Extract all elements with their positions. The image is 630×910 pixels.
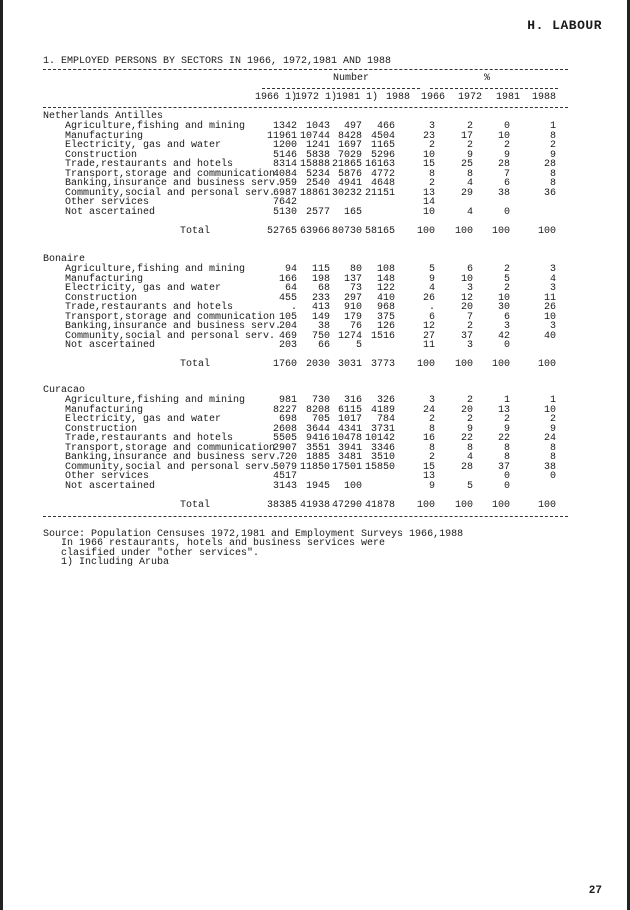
table-cell: 15 <box>422 461 435 473</box>
table-cell: 1885 <box>305 452 330 463</box>
table-cell: 466 <box>376 121 395 132</box>
row-label: Electricity, gas and water <box>65 140 222 151</box>
table-cell: 198 <box>311 273 330 285</box>
total-cell: 100 <box>537 359 556 370</box>
table-cell: 15850 <box>364 461 395 473</box>
table-cell: 5505 <box>272 433 297 444</box>
table-cell: 7 <box>503 168 510 180</box>
table-cell: 6 <box>466 264 473 275</box>
table-cell: 5296 <box>370 149 395 161</box>
total-cell: 47290 <box>331 499 362 511</box>
table-cell: 7642 <box>272 197 297 208</box>
table-cell: 3 <box>549 321 556 332</box>
total-cell: 52765 <box>266 225 297 237</box>
table-cell: 6115 <box>337 404 362 416</box>
table-cell: 5 <box>503 273 510 285</box>
table-cell: 4 <box>466 178 473 189</box>
table-cell: 73 <box>349 283 362 294</box>
table-cell: 6 <box>503 311 510 323</box>
row-label: Electricity, gas and water <box>65 414 222 425</box>
row-label: Trade,restaurants and hotels <box>65 302 234 313</box>
percent-group-header: % <box>484 73 491 84</box>
table-cell: 8 <box>549 452 556 463</box>
table-cell: 8 <box>466 442 473 454</box>
table-cell: 204 <box>278 321 297 332</box>
row-label: Banking,insurance and business serv. <box>65 452 282 463</box>
table-cell: 3644 <box>305 423 330 435</box>
table-cell: 8 <box>503 442 510 454</box>
table-cell: 2 <box>549 414 556 425</box>
total-cell: 100 <box>491 359 510 370</box>
table-cell: 166 <box>278 273 297 285</box>
table-cell: 2 <box>466 140 473 151</box>
table-cell: 10 <box>422 206 435 218</box>
table-cell: 105 <box>278 311 297 323</box>
note-line: In 1966 restaurants, hotels and business services were <box>43 538 386 550</box>
row-label: Banking,insurance and business serv. <box>65 321 282 332</box>
table-cell: 4 <box>466 452 473 463</box>
total-cell: 3031 <box>337 359 362 370</box>
table-cell: 18861 <box>299 187 330 199</box>
table-cell: 20 <box>460 404 473 416</box>
table-cell: 1516 <box>370 330 395 342</box>
column-header: 1988 <box>531 92 556 103</box>
table-cell: 375 <box>376 311 395 323</box>
table-cell: 15 <box>422 159 435 170</box>
table-title: 1. EMPLOYED PERSONS BY SECTORS IN 1966, 1972,1981 AND 1988 <box>43 56 392 67</box>
table-cell: 10744 <box>299 130 330 142</box>
table-cell: 14 <box>422 197 435 208</box>
table-cell: 3 <box>503 321 510 332</box>
total-label: Total <box>180 225 211 237</box>
table-cell: 100 <box>343 480 362 492</box>
table-cell: 233 <box>311 292 330 304</box>
table-cell: 9 <box>549 149 556 161</box>
table-cell: 80 <box>349 264 362 275</box>
table-cell: 8 <box>428 168 435 180</box>
column-header: 1972 <box>457 92 482 103</box>
table-cell: 8 <box>503 452 510 463</box>
table-cell: 2 <box>428 414 435 425</box>
table-cell: 68 <box>317 283 330 294</box>
divider <box>43 107 568 108</box>
table-cell: 3 <box>549 264 556 275</box>
table-cell: 3 <box>428 121 435 132</box>
table-cell: 959 <box>278 178 297 189</box>
table-cell: 3 <box>466 340 473 351</box>
row-label: Other services <box>65 471 150 482</box>
note-line: clasified under "other services". <box>43 547 260 559</box>
table-cell: . <box>290 302 297 313</box>
row-label: Community,social and personal serv. <box>65 187 276 199</box>
total-cell: 100 <box>537 499 556 511</box>
table-cell: 8 <box>549 442 556 454</box>
table-cell: 9 <box>466 423 473 435</box>
table-cell: 2577 <box>305 206 330 218</box>
total-cell: 3773 <box>370 359 395 370</box>
row-label: Agriculture,fishing and mining <box>65 264 246 275</box>
row-label: Transport,storage and communication <box>65 442 276 454</box>
table-cell: 38 <box>497 187 510 199</box>
table-cell: . <box>428 302 435 313</box>
table-cell: 149 <box>311 311 330 323</box>
table-cell: 1017 <box>337 414 362 425</box>
table-cell: 38 <box>317 321 330 332</box>
table-cell: 8 <box>549 168 556 180</box>
table-cell: 8227 <box>272 404 297 416</box>
table-cell: 17501 <box>331 461 362 473</box>
table-cell: 497 <box>343 121 362 132</box>
table-cell: 4772 <box>370 168 395 180</box>
row-label: Construction <box>65 149 138 161</box>
table-cell: 10 <box>497 292 510 304</box>
table-cell: 0 <box>503 121 510 132</box>
table-cell: 8314 <box>272 159 297 170</box>
row-label: Manufacturing <box>65 404 144 416</box>
row-label: Trade,restaurants and hotels <box>65 159 234 170</box>
table-cell: 3941 <box>337 442 362 454</box>
table-cell: 1945 <box>305 480 330 492</box>
table-cell: 11 <box>422 340 435 351</box>
table-cell: 2 <box>466 121 473 132</box>
column-header: 1966 <box>420 92 445 103</box>
table-cell: 148 <box>376 273 395 285</box>
total-label: Total <box>180 359 211 370</box>
total-cell: 41938 <box>299 499 330 511</box>
table-cell: 9 <box>503 149 510 161</box>
table-cell: 2 <box>503 264 510 275</box>
table-cell: 1 <box>549 395 556 406</box>
table-cell: 1697 <box>337 140 362 151</box>
table-cell: 23 <box>422 130 435 142</box>
table-cell: 2 <box>428 452 435 463</box>
table-cell: 413 <box>311 302 330 313</box>
table-cell: 3731 <box>370 423 395 435</box>
table-cell: 1043 <box>305 121 330 132</box>
table-cell: 5146 <box>272 149 297 161</box>
divider <box>43 69 568 70</box>
row-label: Electricity, gas and water <box>65 283 222 294</box>
table-cell: 7029 <box>337 149 362 161</box>
total-cell: 80730 <box>331 225 362 237</box>
table-cell: 5234 <box>305 168 330 180</box>
table-cell: 28 <box>497 159 510 170</box>
table-cell: 9 <box>549 423 556 435</box>
row-label: Manufacturing <box>65 273 144 285</box>
table-cell: 4 <box>466 206 473 218</box>
table-cell: 8 <box>428 423 435 435</box>
table-cell: 13 <box>497 404 510 416</box>
table-cell: 1342 <box>272 121 297 132</box>
table-cell: 25 <box>460 159 473 170</box>
table-cell: 968 <box>376 302 395 313</box>
table-cell: 1274 <box>337 330 362 342</box>
table-cell: 1165 <box>370 140 395 151</box>
total-cell: 100 <box>416 359 435 370</box>
table-cell: 122 <box>376 283 395 294</box>
table-cell: 40 <box>543 330 556 342</box>
row-label: Not ascertained <box>65 480 156 492</box>
section-heading: Bonaire <box>43 254 86 265</box>
divider <box>43 516 568 517</box>
table-cell: 20 <box>460 302 473 313</box>
table-cell: 3 <box>549 283 556 294</box>
table-cell: 17 <box>460 130 473 142</box>
table-cell: 2 <box>466 321 473 332</box>
table-cell: 2540 <box>305 178 330 189</box>
row-label: Not ascertained <box>65 340 156 351</box>
table-cell: 2 <box>503 140 510 151</box>
table-cell: 981 <box>278 395 297 406</box>
table-cell: 37 <box>497 461 510 473</box>
table-cell: 2 <box>503 414 510 425</box>
column-header: 1988 <box>385 92 410 103</box>
section-heading: Netherlands Antilles <box>43 111 164 122</box>
table-cell: 38 <box>543 461 556 473</box>
table-cell: 10 <box>422 149 435 161</box>
table-cell: 3 <box>428 395 435 406</box>
table-cell: 5838 <box>305 149 330 161</box>
table-cell: 126 <box>376 321 395 332</box>
table-cell: 455 <box>278 292 297 304</box>
row-label: Construction <box>65 292 138 304</box>
total-cell: 41878 <box>364 499 395 511</box>
table-cell: 21865 <box>331 159 362 170</box>
table-cell: 10 <box>460 273 473 285</box>
table-cell: 6 <box>503 178 510 189</box>
table-cell: 784 <box>376 414 395 425</box>
table-cell: 16 <box>422 433 435 444</box>
table-cell: 8428 <box>337 130 362 142</box>
table-cell: 8 <box>549 130 556 142</box>
table-cell: 705 <box>311 414 330 425</box>
table-cell: 30232 <box>331 187 362 199</box>
table-cell: 10 <box>543 404 556 416</box>
table-cell: 469 <box>278 330 297 342</box>
table-cell: 24 <box>543 433 556 444</box>
table-cell: 42 <box>497 330 510 342</box>
table-cell: 2 <box>466 395 473 406</box>
row-label: Other services <box>65 197 150 208</box>
row-label: Community,social and personal serv. <box>65 461 276 473</box>
table-cell: 179 <box>343 311 362 323</box>
table-cell: 720 <box>278 452 297 463</box>
table-cell: 2907 <box>272 442 297 454</box>
table-cell: 4341 <box>337 423 362 435</box>
table-cell: 2 <box>428 178 435 189</box>
table-cell: 5130 <box>272 206 297 218</box>
table-cell: 94 <box>284 264 297 275</box>
table-cell: 28 <box>543 159 556 170</box>
table-cell: 3 <box>466 283 473 294</box>
table-cell: 0 <box>503 480 510 492</box>
table-cell: 10 <box>543 311 556 323</box>
table-cell: 4 <box>428 283 435 294</box>
table-cell: 5079 <box>272 461 297 473</box>
table-cell: 203 <box>278 340 297 351</box>
table-cell: 64 <box>284 283 297 294</box>
table-cell: 5 <box>428 264 435 275</box>
table-cell: 16163 <box>364 159 395 170</box>
total-cell: 100 <box>454 359 473 370</box>
table-cell: 10142 <box>364 433 395 444</box>
table-cell: 8 <box>428 442 435 454</box>
table-cell: 30 <box>497 302 510 313</box>
table-cell: 7 <box>466 311 473 323</box>
table-cell: 3481 <box>337 452 362 463</box>
row-label: Agriculture,fishing and mining <box>65 121 246 132</box>
table-cell: 2608 <box>272 423 297 435</box>
total-cell: 2030 <box>305 359 330 370</box>
total-cell: 38385 <box>266 499 297 511</box>
row-label: Transport,storage and communication <box>65 311 276 323</box>
table-cell: 5 <box>466 480 473 492</box>
table-cell: 3551 <box>305 442 330 454</box>
table-cell: 6 <box>428 311 435 323</box>
table-cell: 22 <box>497 433 510 444</box>
table-cell: 29 <box>460 187 473 199</box>
total-cell: 58165 <box>364 225 395 237</box>
note-line: 1) Including Aruba <box>43 556 170 568</box>
row-label: Construction <box>65 423 138 435</box>
divider <box>262 88 420 89</box>
table-cell: 9 <box>428 480 435 492</box>
table-cell: 13 <box>422 187 435 199</box>
table-cell: 2 <box>428 140 435 151</box>
table-cell: 66 <box>317 340 330 351</box>
table-cell: 13 <box>422 471 435 482</box>
table-cell: 6987 <box>272 187 297 199</box>
table-cell: 3346 <box>370 442 395 454</box>
total-cell: 100 <box>454 225 473 237</box>
table-cell: 11961 <box>266 130 297 142</box>
table-cell: 21151 <box>364 187 395 199</box>
table-cell: 9 <box>503 423 510 435</box>
row-label: Banking,insurance and business serv. <box>65 178 282 189</box>
row-label: Trade,restaurants and hotels <box>65 433 234 444</box>
table-cell: 36 <box>543 187 556 199</box>
table-cell: 1 <box>549 121 556 132</box>
table-cell: 27 <box>422 330 435 342</box>
row-label: Not ascertained <box>65 206 156 218</box>
table-cell: 730 <box>311 395 330 406</box>
table-cell: 5876 <box>337 168 362 180</box>
table-cell: 4189 <box>370 404 395 416</box>
table-cell: 9 <box>428 273 435 285</box>
table-cell: 10 <box>497 130 510 142</box>
table-cell: 22 <box>460 433 473 444</box>
table-cell: 9416 <box>305 433 330 444</box>
table-cell: 165 <box>343 206 362 218</box>
note-line: Source: Population Censuses 1972,1981 and Employment Surveys 1966,1988 <box>43 529 464 540</box>
table-cell: 0 <box>503 206 510 218</box>
table-cell: 12 <box>422 321 435 332</box>
total-cell: 100 <box>454 499 473 511</box>
column-header: 1972 1) <box>294 92 337 103</box>
table-cell: 115 <box>311 264 330 275</box>
table-cell: 0 <box>503 340 510 351</box>
table-cell: 37 <box>460 330 473 342</box>
table-cell: 297 <box>343 292 362 304</box>
column-header: 1981 <box>495 92 520 103</box>
table-cell: 4941 <box>337 178 362 189</box>
table-cell: 11 <box>543 292 556 304</box>
column-header: 1966 1) <box>254 92 297 103</box>
total-cell: 100 <box>537 225 556 237</box>
table-cell: 326 <box>376 395 395 406</box>
chapter-heading: H. LABOUR <box>527 18 602 33</box>
table-cell: 4648 <box>370 178 395 189</box>
row-label: Agriculture,fishing and mining <box>65 395 246 406</box>
table-cell: 3143 <box>272 480 297 492</box>
table-cell: 698 <box>278 414 297 425</box>
table-cell: 3510 <box>370 452 395 463</box>
total-cell: 100 <box>416 225 435 237</box>
table-cell: 0 <box>503 471 510 482</box>
table-cell: 750 <box>311 330 330 342</box>
table-cell: 8 <box>549 178 556 189</box>
table-cell: 8 <box>466 168 473 180</box>
table-cell: 76 <box>349 321 362 332</box>
total-cell: 100 <box>491 499 510 511</box>
divider <box>430 88 558 89</box>
table-cell: 2 <box>466 414 473 425</box>
table-cell: 410 <box>376 292 395 304</box>
total-cell: 100 <box>416 499 435 511</box>
table-cell: 15888 <box>299 159 330 170</box>
total-label: Total <box>180 499 211 511</box>
table-cell: 1241 <box>305 140 330 151</box>
table-cell: 0 <box>549 471 556 482</box>
table-cell: 28 <box>460 461 473 473</box>
table-cell: 2 <box>549 140 556 151</box>
total-cell: 63966 <box>299 225 330 237</box>
table-cell: 4 <box>549 273 556 285</box>
table-cell: 12 <box>460 292 473 304</box>
table-cell: 108 <box>376 264 395 275</box>
table-cell: 24 <box>422 404 435 416</box>
table-cell: 2 <box>503 283 510 294</box>
row-label: Manufacturing <box>65 130 144 142</box>
page-number: 27 <box>588 885 602 897</box>
row-label: Transport,storage and communication <box>65 168 276 180</box>
total-cell: 100 <box>491 225 510 237</box>
table-cell: 4084 <box>272 168 297 180</box>
table-cell: 26 <box>543 302 556 313</box>
section-heading: Curacao <box>43 385 86 396</box>
table-cell: 9 <box>466 149 473 161</box>
table-cell: 1200 <box>272 140 297 151</box>
table-cell: 11850 <box>299 461 330 473</box>
table-cell: 26 <box>422 292 435 304</box>
column-header: 1981 1) <box>335 92 378 103</box>
table-cell: 316 <box>343 395 362 406</box>
table-cell: 8208 <box>305 404 330 416</box>
table-cell: 5 <box>355 340 362 351</box>
table-cell: 1 <box>503 395 510 406</box>
table-cell: 137 <box>343 273 362 285</box>
table-cell: 4504 <box>370 130 395 142</box>
table-cell: 10478 <box>331 433 362 444</box>
table-cell: 4517 <box>272 471 297 482</box>
row-label: Community,social and personal serv. <box>65 330 276 342</box>
total-cell: 1760 <box>272 359 297 370</box>
number-group-header: Number <box>333 73 370 84</box>
table-cell: 910 <box>343 302 362 313</box>
